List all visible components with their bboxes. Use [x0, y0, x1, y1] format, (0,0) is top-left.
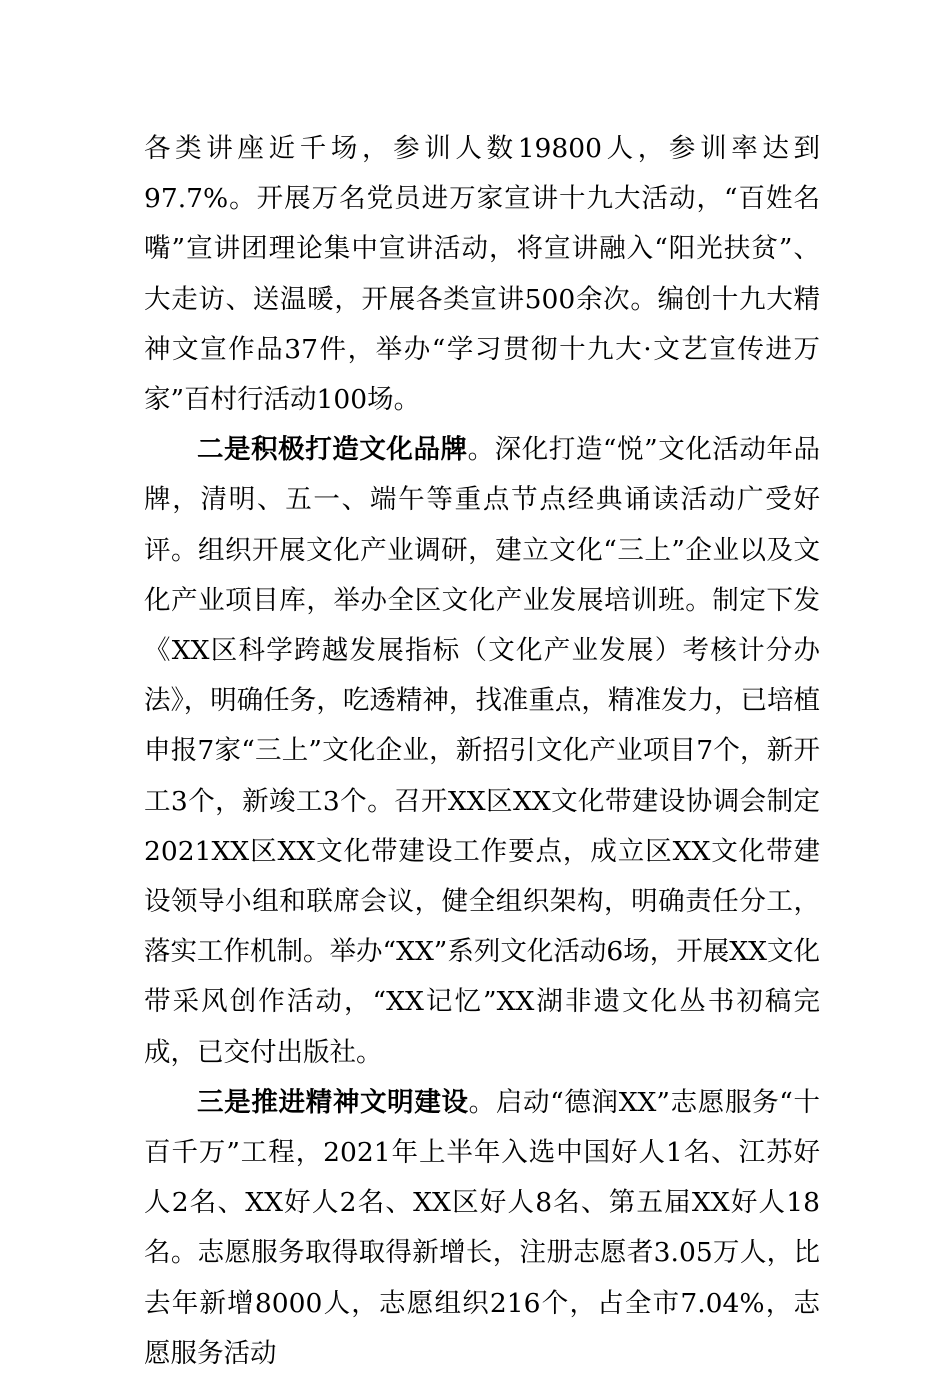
paragraph-2-text: 。深化打造“悦”文化活动年品牌，清明、五一、端午等重点节点经典诵读活动广受好评。组织开展文化产业调研，建立文化“三上”企业以及文化产业项目库，举办全区文化产业发展培训班。制定下发《XX区科学跨越发展指标（文化产业发展）考核计分办法》，明确任务，吃透精神，找准重点，精准发力，已培植申报7家“三上”文化企业，新招引文化产业项目7个，新开工3个，新竣工3个。召开XX区XX文化带建设协调会制定2021XX区XX文化带建设工作要点，成立区XX文化带建设领导小组和联席会议，健全组织架构，明确责任分工，落实工作机制。举办“XX”系列文化活动6场，开展XX文化带采风创作活动，“XX记忆”XX湖非遗文化丛书初稿完成，已交付出版社。: [144, 434, 820, 1068]
paragraph-3-heading: 三是推进精神文明建设: [197, 1086, 469, 1118]
body-text: [144, 124, 820, 1379]
paragraph-2: [144, 425, 820, 1078]
paragraph-3-text: 。启动“德润XX”志愿服务“十百千万”工程，2021年上半年入选中国好人1名、江苏好人2名、XX好人2名、XX区好人8名、第五届XX好人18名。志愿服务取得取得新增长，注册志愿者3.05万人，比去年新增8000人，志愿组织216个，占全市7.04%，志愿服务活动: [144, 1086, 821, 1369]
paragraph-2-heading: 二是积极打造文化品牌: [197, 434, 468, 466]
paragraph-3: [144, 1078, 820, 1379]
paragraph-1-text: 各类讲座近千场，参训人数19800人，参训率达到97.7%。开展万名党员进万家宣讲十九大活动，“百姓名嘴”宣讲团理论集中宣讲活动，将宣讲融入“阳光扶贫”、大走访、送温暖，开展各类宣讲500余次。编创十九大精神文宣作品37件，举办“学习贯彻十九大·文艺宣传进万家”百村行活动100场。: [144, 133, 820, 416]
paragraph-1: [144, 124, 820, 425]
